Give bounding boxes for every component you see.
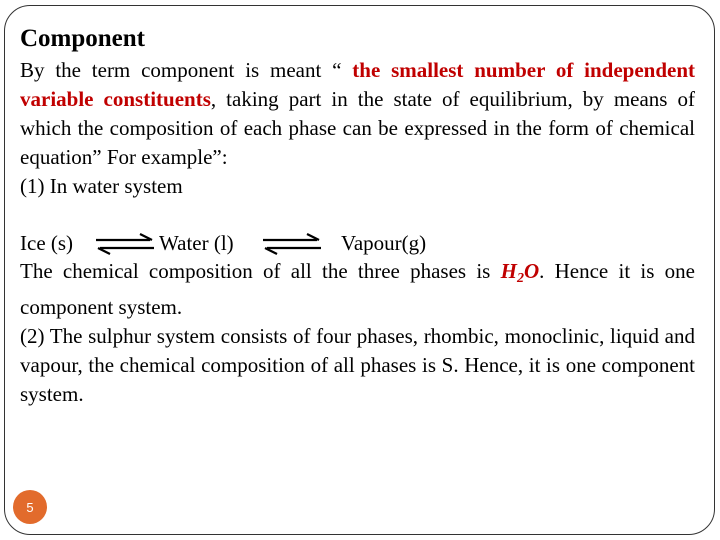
water-text-before: The chemical composition of all the three phases is xyxy=(20,259,501,283)
equilibrium-arrow-icon xyxy=(94,233,156,255)
definition-paragraph xyxy=(20,56,695,201)
examples-paragraph xyxy=(20,257,695,409)
phase-ice: Ice (s) xyxy=(20,231,74,255)
formula-o: O xyxy=(523,259,540,283)
slide-number-badge: 5 xyxy=(13,490,47,524)
formula-subscript: 2 xyxy=(516,271,524,286)
definition-suffix: , taking part in the state of equilibrium, by means of which the composition of each phase can be expressed in the form of chemical equation” For example”: xyxy=(20,87,696,169)
definition-highlight: the smallest number of independent variable constituents xyxy=(20,58,695,111)
example2-text: (2) The sulphur system consists of four phases, rhombic, monoclinic, liquid and vapour, the chemical composition of all phases is S. Hence, it is one component system. xyxy=(20,324,695,406)
slide-title: Component xyxy=(20,25,146,52)
example1-label: (1) In water system xyxy=(20,174,183,198)
phase-water: Water (l) xyxy=(159,231,234,255)
formula-h: H xyxy=(500,259,517,283)
equilibrium-arrow-icon xyxy=(261,233,323,255)
phase-vapour: Vapour(g) xyxy=(341,231,427,255)
water-formula xyxy=(500,259,540,286)
definition-prefix: By the term component is meant “ xyxy=(20,58,353,82)
water-text-after: . Hence it is one component system. xyxy=(20,259,695,319)
